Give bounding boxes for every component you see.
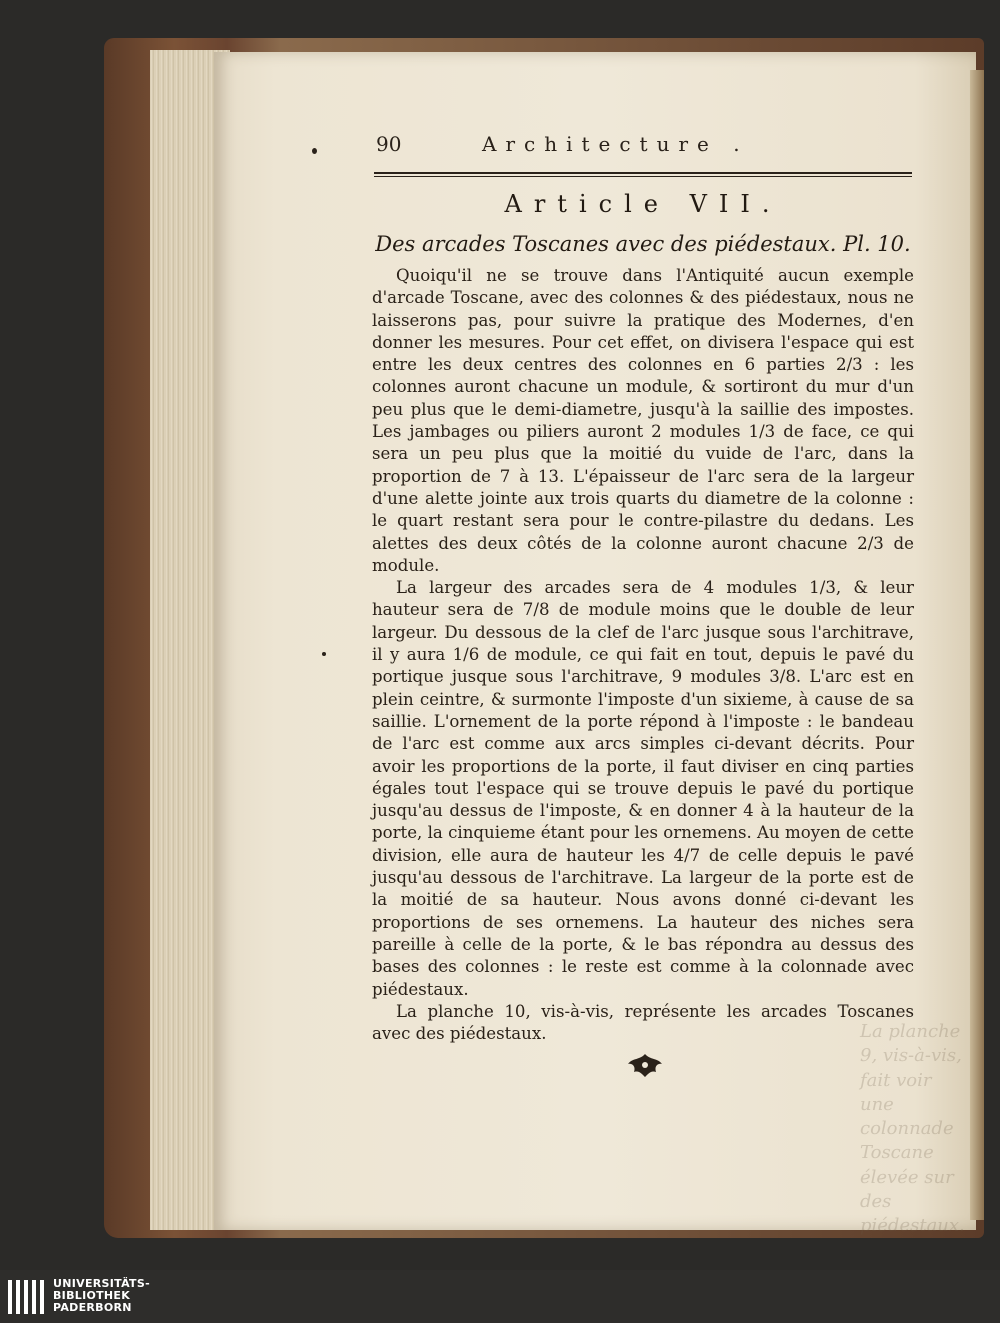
institution-name <box>53 1278 150 1314</box>
book-spine-rim <box>970 70 984 1220</box>
bleed-through-text: La planche 9, vis-à-vis, fait voir une colonnade Toscane élevée sur des piédestaux. <box>860 1021 965 1237</box>
head-rule-thin <box>374 176 912 177</box>
page-number: 90 <box>376 132 402 156</box>
article-heading: Article VII. <box>504 190 782 218</box>
body-text <box>372 265 914 1045</box>
margin-mark <box>322 652 326 656</box>
footer-bar <box>0 1270 1000 1323</box>
head-rule <box>374 172 912 174</box>
paragraph: Quoiqu'il ne se trouve dans l'Antiquité aucun exemple d'arcade Toscane, avec des colonnes & des piédestaux, nous ne laisserons pas, pour suivre la pratique des Modernes, d'en donner les mesures. Pour cet effet, on divisera l'espace qui est entre les deux centres des colonnes en 6 parties 2/3 : les colonnes auront chacune un module, & sortiront du mur d'un peu plus que le demi-diametre, jusqu'à la saillie des impostes. Les jambages ou piliers auront 2 modules 1/3 de face, ce qui sera un peu plus que la moitié du vuide de l'arc, dans la proportion de 7 à 13. L'épaisseur de l'arc sera de la largeur d'une alette jointe aux trois quarts du diametre de la colonne : le quart restant sera pour le contre-pilastre du dedans. Les alettes des deux côtés de la colonne auront chacune 2/3 de module. <box>372 266 914 575</box>
institution-line: PADERBORN <box>53 1301 132 1314</box>
institution-line: BIBLIOTHEK <box>53 1289 131 1302</box>
paragraph: La planche 10, vis-à-vis, représente les arcades Toscanes avec des piédestaux. <box>372 1001 914 1044</box>
fleuron-ornament-icon <box>622 1050 668 1080</box>
institution-line: UNIVERSITÄTS- <box>53 1277 150 1290</box>
paragraph: La largeur des arcades sera de 4 modules 1/3, & leur hauteur sera de 7/8 de module moins que le double de leur largeur. Du dessous de la clef de l'arc jusque sous l'architrave, il y aura 1/6 de module, ce qui fait en tout, depuis le pavé du portique jusque sous l'architrave, 9 modules 3/8. L'arc est en plein ceintre, & surmonte l'imposte d'un sixieme, à cause de sa saillie. L'ornement de la porte répond à l'imposte : le bandeau de l'arc est comme aux arcs simples ci-devant décrits. Pour avoir les proportions de la porte, il faut diviser en cinq parties égales tout l'espace qui se trouve depuis le pavé du portique jusqu'au dessus de l'imposte, & en donner 4 à la hauteur de la porte, la cinquieme étant pour les ornemens. Au moyen de cette division, elle aura de hauteur les 4/7 de celle depuis le pavé jusqu'au dessous de l'architrave. La largeur de la porte est de la moitié de sa hauteur. Nous avons donné ci-devant les proportions de ses ornemens. La hauteur des niches sera pareille à celle de la porte, & le bas répondra au dessus des bases des colonnes : le reste est comme à la colonnade avec piédestaux. <box>372 578 914 999</box>
article-subheading: Des arcades Toscanes avec des piédestaux. Pl. 10. <box>375 232 911 256</box>
library-bars-icon <box>8 1280 44 1314</box>
margin-mark <box>312 148 317 154</box>
running-title: Architecture . <box>482 132 749 156</box>
running-head <box>370 128 915 162</box>
